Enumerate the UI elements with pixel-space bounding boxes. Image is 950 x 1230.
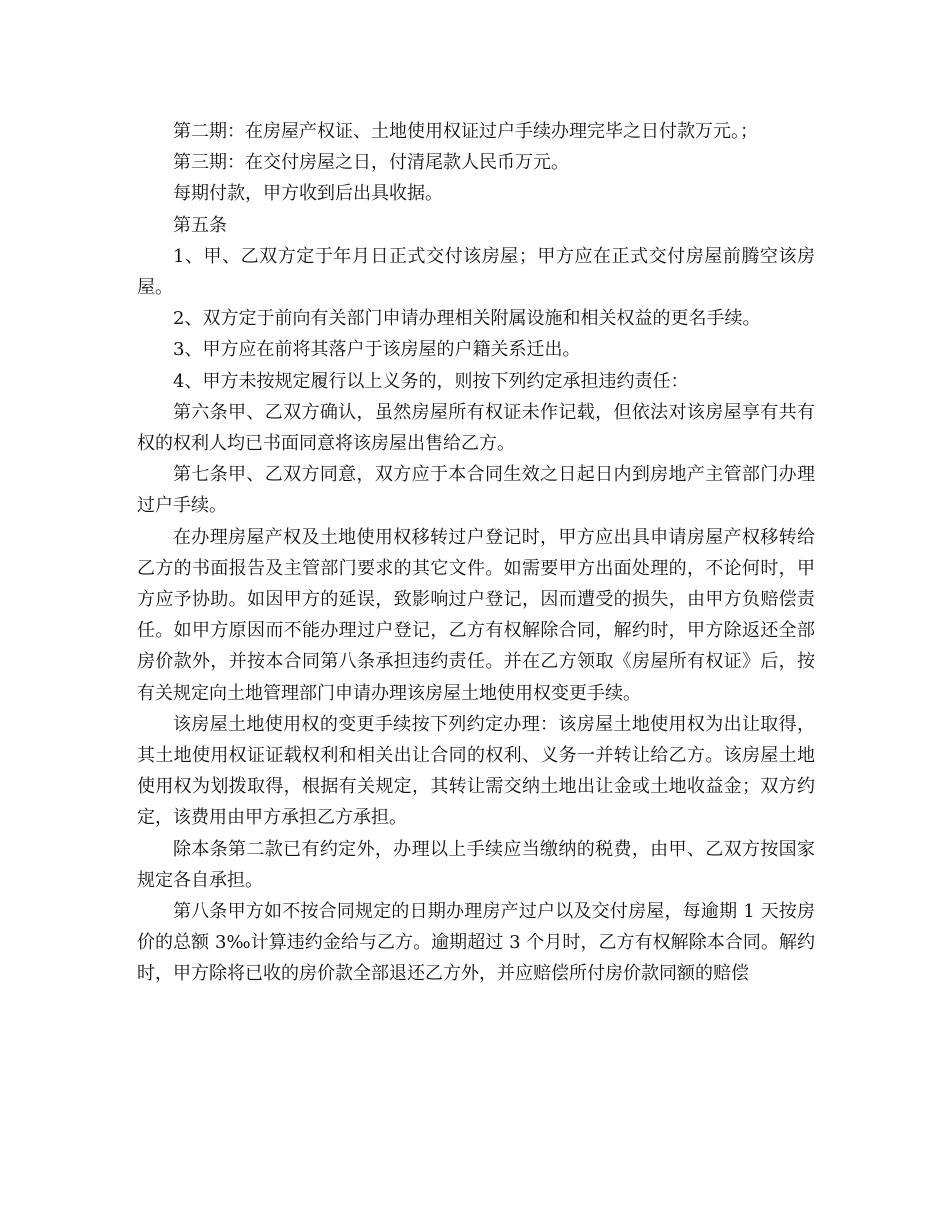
article-8: 第八条甲方如不按合同规定的日期办理房产过户以及交付房屋，每逾期 1 天按房价的总额 3‰计算违约金给与乙方。逾期超过 3 个月时，乙方有权解除本合同。解约时，甲方除将已收的房价款全部退还乙方外，并应赔偿所付房价款同额的赔偿 bbox=[137, 901, 815, 985]
article-7-taxes: 除本条第二款已有约定外，办理以上手续应当缴纳的税费，由甲、乙双方按国家规定各自承担。 bbox=[137, 838, 815, 891]
paragraph-receipt: 每期付款，甲方收到后出具收据。 bbox=[173, 183, 443, 205]
article-5-heading: 第五条 bbox=[173, 214, 227, 236]
article-5-clause-2: 2、双方定于前向有关部门申请办理相关附属设施和相关权益的更名手续。 bbox=[173, 308, 761, 330]
article-5-clause-3: 3、甲方应在前将其落户于该房屋的户籍关系迁出。 bbox=[173, 339, 581, 361]
paragraph-payment-phase-3: 第三期：在交付房屋之日，付清尾款人民币万元。 bbox=[173, 152, 569, 174]
article-5-clause-4: 4、甲方未按规定履行以上义务的，则按下列约定承担违约责任： bbox=[173, 370, 689, 392]
paragraph-payment-phase-2: 第二期：在房屋产权证、土地使用权证过户手续办理完毕之日付款万元。； bbox=[173, 121, 758, 142]
article-6: 第六条甲、乙双方确认，虽然房屋所有权证未作记载，但依法对该房屋享有共有权的权利人均已书面同意将该房屋出售给乙方。 bbox=[137, 401, 815, 455]
article-7: 第七条甲、乙双方同意，双方应于本合同生效之日起日内到房地产主管部门办理过户手续。 bbox=[137, 464, 815, 517]
article-7-transfer-registration: 在办理房屋产权及土地使用权移转过户登记时，甲方应出具申请房屋产权移转给乙方的书面报告及主管部门要求的其它文件。如需要甲方出面处理的，不论何时，甲方应予协助。如因甲方的延误，致影响过户登记，因而遭受的损失，由甲方负赔偿责任。如甲方原因而不能办理过户登记，乙方有权解除合同，解约时，甲方除返还全部房价款外，并按本合同第八条承担违约责任。并在乙方领取《房屋所有权证》后，按有关规定向土地管理部门申请办理该房屋土地使用权变更手续。 bbox=[137, 526, 815, 704]
article-5-clause-1: 1、甲、乙双方定于年月日正式交付该房屋；甲方应在正式交付房屋前腾空该房屋。 bbox=[137, 245, 815, 299]
article-7-land-use-right: 该房屋土地使用权的变更手续按下列约定办理：该房屋土地使用权为出让取得，其土地使用权证证载权利和相关出让合同的权利、义务一并转让给乙方。该房屋土地使用权为划拨取得，根据有关规定，其转让需交纳土地出让金或土地收益金；双方约定，该费用由甲方承担乙方承担。 bbox=[137, 713, 815, 829]
contract-body bbox=[137, 116, 815, 990]
